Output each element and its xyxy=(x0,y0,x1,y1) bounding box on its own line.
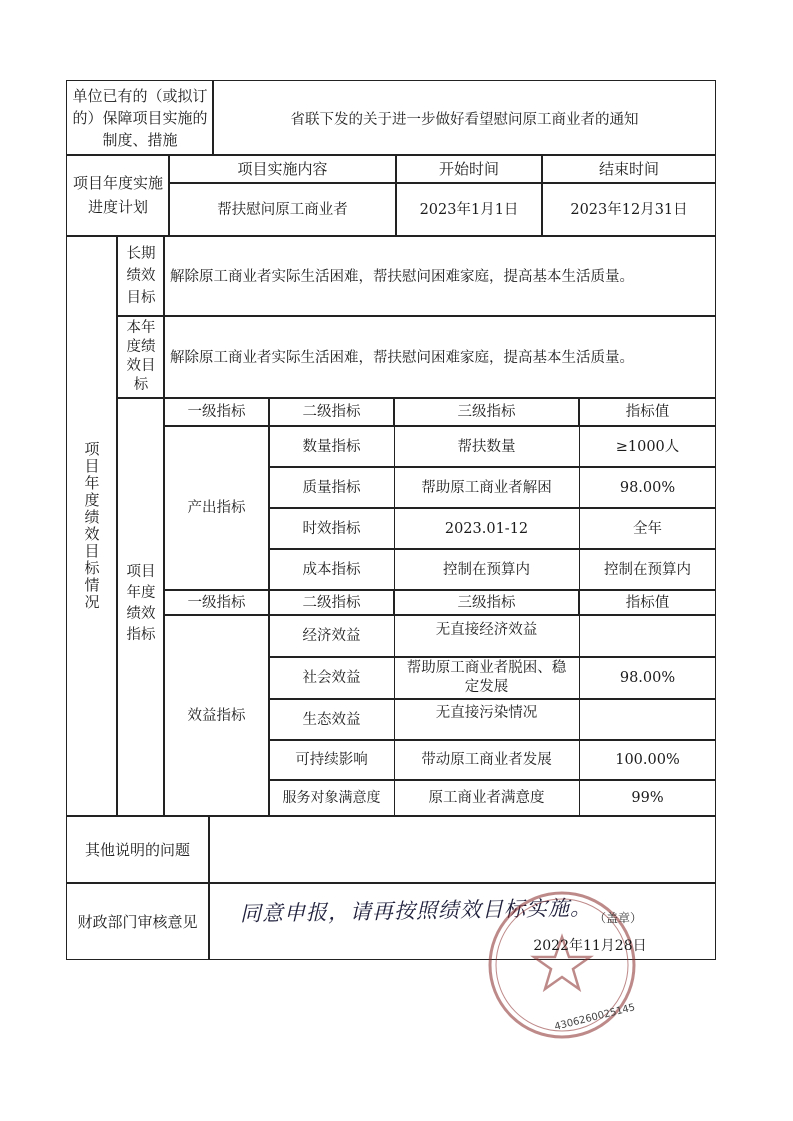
review-label: 财政部门审核意见 xyxy=(77,912,198,931)
output-2-level2: 质量指标 xyxy=(302,479,361,496)
annual-label: 本年度绩效目标 xyxy=(126,320,156,393)
output-4-level2: 成本指标 xyxy=(302,561,361,578)
output-1-value: ≥1000人 xyxy=(615,438,680,455)
output-1-level2: 数量指标 xyxy=(302,438,361,455)
benefit-3-level3: 无直接污染情况 xyxy=(435,705,538,721)
benefit-3-level2: 生态效益 xyxy=(302,711,361,728)
benefit-3-value xyxy=(579,699,716,740)
ind-header-1-value-text: 指标值 xyxy=(625,404,670,420)
output-1-level3: 帮扶数量 xyxy=(457,438,516,455)
plan-end-value: 2023年12月31日 xyxy=(570,201,688,218)
policy-content: 省联下发的关于进一步做好看望慰问原工商业者的通知 xyxy=(290,112,639,128)
benefit-5-level2: 服务对象满意度 xyxy=(282,790,381,806)
benefit-1-value xyxy=(579,615,716,657)
plan-header-content-text: 项目实施内容 xyxy=(237,160,328,178)
benefit-2-level3: 帮助原工商业者脱困、稳定发展 xyxy=(406,660,567,695)
annual-content: 解除原工商业者实际生活困难，帮扶慰问困难家庭，提高基本生活质量。 xyxy=(170,350,634,366)
ind-header-1-level1-text: 一级指标 xyxy=(187,404,246,420)
benefit-1-level2: 经济效益 xyxy=(302,628,361,644)
benefit-2-value: 98.00% xyxy=(619,670,676,686)
ind-header-1-level3-text: 三级指标 xyxy=(457,404,516,420)
benefit-5-value: 99% xyxy=(631,790,664,806)
review-handwriting: 同意申报，请再按照绩效目标实施。 xyxy=(239,895,593,926)
ind-header-2-value-text: 指标值 xyxy=(625,594,670,611)
ind-header-2-level2-text: 二级指标 xyxy=(302,594,361,611)
output-4-value: 控制在预算内 xyxy=(604,561,691,578)
benefit-1-level3: 无直接经济效益 xyxy=(435,622,538,638)
benefit-2-level2: 社会效益 xyxy=(302,670,361,686)
review-date: 2022年11月28日 xyxy=(533,938,647,954)
ind-header-2-level3-text: 三级指标 xyxy=(457,594,516,611)
plan-content-value: 帮扶慰问原工商业者 xyxy=(217,201,348,218)
other-content xyxy=(215,830,705,870)
other-label: 其他说明的问题 xyxy=(84,840,190,859)
goals-label: 项目年度绩效目标情况 xyxy=(82,441,101,611)
benefit-level1: 效益指标 xyxy=(187,707,246,724)
plan-label: 项目年度实施进度计划 xyxy=(72,174,163,216)
benefit-4-level3: 带动原工商业者发展 xyxy=(421,752,552,768)
output-4-level3: 控制在预算内 xyxy=(443,561,530,578)
policy-label: 单位已有的（或拟订的）保障项目实施的制度、措施 xyxy=(72,87,208,149)
benefit-4-value: 100.00% xyxy=(615,752,680,768)
output-level1: 产出指标 xyxy=(187,500,246,516)
benefit-4-level2: 可持续影响 xyxy=(295,752,368,768)
plan-header-end-text: 结束时间 xyxy=(598,160,659,178)
plan-start-value: 2023年1月1日 xyxy=(419,201,519,218)
plan-header-start-text: 开始时间 xyxy=(438,160,499,178)
ind-header-1-level2-text: 二级指标 xyxy=(302,404,361,420)
indicator-label: 项目年度绩效指标 xyxy=(126,564,156,643)
long-term-label: 长期绩效目标 xyxy=(126,246,156,306)
output-3-level3: 2023.01-12 xyxy=(444,520,529,537)
output-2-level3: 帮助原工商业者解困 xyxy=(421,479,552,496)
seal-number: 4306260025145 xyxy=(553,1002,637,1033)
long-term-content: 解除原工商业者实际生活困难，帮扶慰问困难家庭，提高基本生活质量。 xyxy=(170,269,634,285)
ind-header-2-level1-text: 一级指标 xyxy=(187,594,246,611)
benefit-5-level3: 原工商业者满意度 xyxy=(428,790,545,806)
output-2-value: 98.00% xyxy=(619,479,676,496)
output-3-level2: 时效指标 xyxy=(302,520,361,537)
output-3-value: 全年 xyxy=(633,520,662,537)
review-stamp-note: （盖章） xyxy=(593,911,642,925)
